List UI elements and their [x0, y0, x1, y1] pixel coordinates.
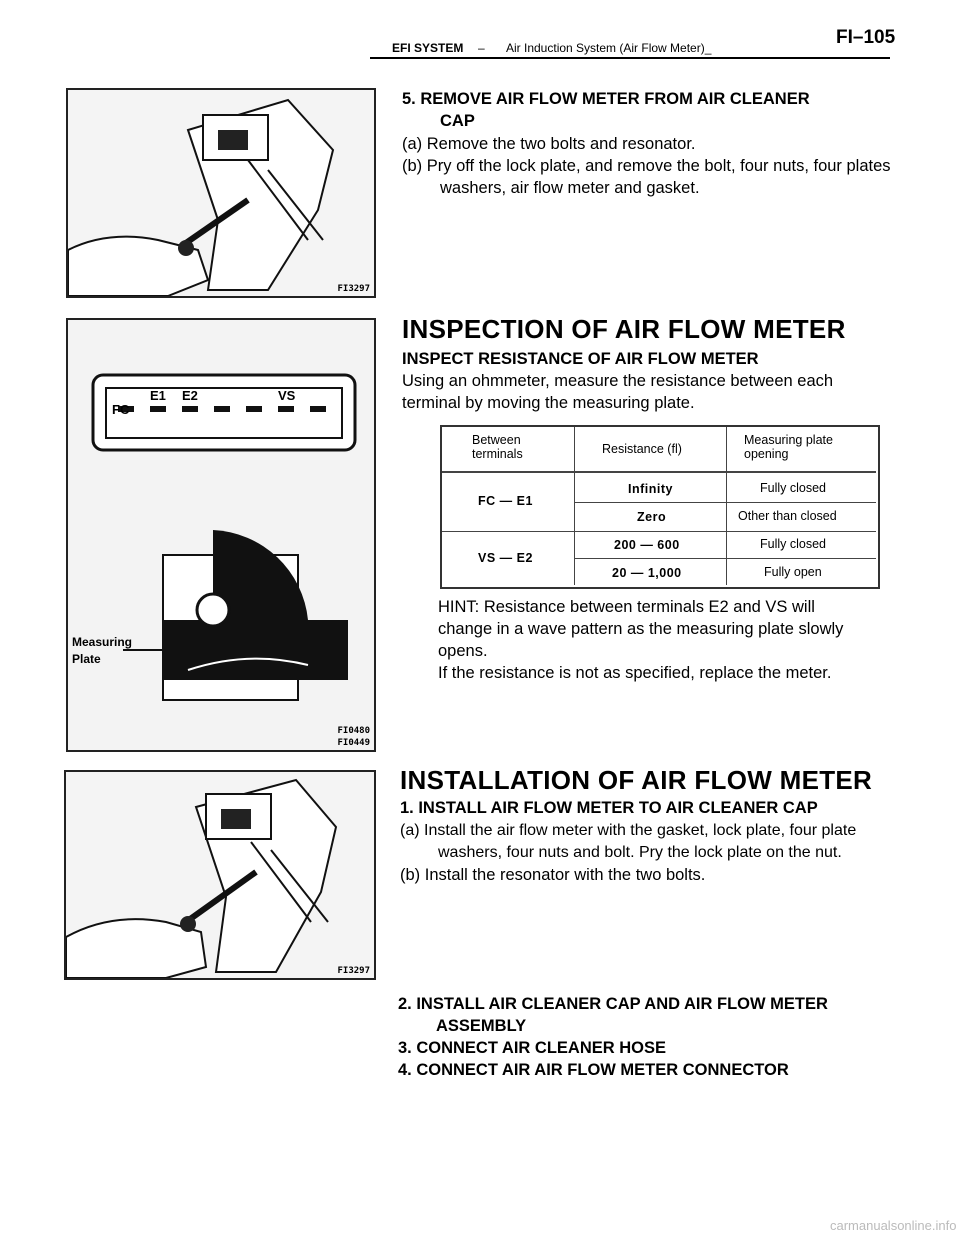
figure-install-meter [64, 770, 376, 980]
step5-a: (a) Remove the two bolts and resonator. [402, 135, 696, 153]
hint-replace: If the resistance is not as specified, replace the meter. [438, 664, 832, 682]
connector-label-e2: E2 [182, 388, 198, 403]
step5-title-1: 5. REMOVE AIR FLOW METER FROM AIR CLEANER [402, 90, 810, 108]
install-step1-b: (b) Install the resonator with the two bolts. [400, 866, 706, 884]
header-subtitle: Air Induction System (Air Flow Meter)_ [506, 41, 712, 55]
table-row-terminals: FC — E1 [478, 494, 533, 508]
page-number: FI–105 [836, 27, 896, 48]
table-header-opening: Measuring plate opening [744, 433, 833, 461]
table-row-resistance: Infinity [628, 482, 673, 496]
table-row-resistance: 200 — 600 [614, 538, 680, 552]
figure-code: FI3297 [337, 284, 370, 294]
table-row-opening: Other than closed [738, 509, 837, 523]
table-row-resistance: Zero [637, 510, 667, 524]
connector-illustration [68, 320, 374, 750]
table-row-opening: Fully open [764, 565, 822, 579]
header-section: EFI SYSTEM [392, 41, 464, 55]
resistance-table [440, 425, 880, 589]
table-row-resistance: 20 — 1,000 [612, 566, 682, 580]
table-row-opening: Fully closed [760, 481, 826, 495]
inspection-subheading: INSPECT RESISTANCE OF AIR FLOW METER [402, 350, 759, 368]
figure-connector-and-plate [66, 318, 376, 752]
figure-code: FI0480 [337, 726, 370, 736]
inspection-body: Using an ohmmeter, measure the resistance between each terminal by moving the measuring plate. [402, 372, 834, 412]
install-step4: 4. CONNECT AIR AIR FLOW METER CONNECTOR [398, 1061, 789, 1079]
figure-code: FI0449 [337, 738, 370, 748]
step5-title-2: CAP [440, 112, 475, 130]
connector-label-fc: FC [112, 402, 130, 417]
figure-code: FI3297 [337, 966, 370, 976]
table-header-resistance: Resistance (fl) [602, 442, 682, 456]
install-step2-2: ASSEMBLY [436, 1017, 527, 1035]
figure-remove-meter [66, 88, 376, 298]
connector-label-vs: VS [278, 388, 296, 403]
install-step1-a: (a) Install the air flow meter with the gasket, lock plate, four plate washers, four nuts and bolt. Pry the lock plate on the nut. [400, 822, 857, 861]
header-rule [370, 57, 890, 59]
installation-heading: INSTALLATION OF AIR FLOW METER [400, 765, 873, 795]
step5-b: (b) Pry off the lock plate, and remove the bolt, four nuts, four plates washers, air flow meter and gasket. [402, 157, 891, 197]
inspection-heading: INSPECTION OF AIR FLOW METER [402, 314, 846, 344]
header-dash: – [478, 41, 485, 55]
meter-removal-illustration [68, 90, 374, 296]
install-step2-1: 2. INSTALL AIR CLEANER CAP AND AIR FLOW METER [398, 995, 828, 1013]
connector-label-e1: E1 [150, 388, 166, 403]
watermark: carmanualsonline.info [830, 1218, 957, 1233]
install-step3: 3. CONNECT AIR CLEANER HOSE [398, 1039, 666, 1057]
hint-text: HINT: Resistance between terminals E2 and VS will change in a wave pattern as the measuring plate slowly opens. [438, 598, 844, 660]
table-header-terminals: Between terminals [472, 433, 523, 461]
plate-label: Plate [72, 652, 101, 666]
table-row-opening: Fully closed [760, 537, 826, 551]
table-row-terminals: VS — E2 [478, 551, 533, 565]
install-step1: 1. INSTALL AIR FLOW METER TO AIR CLEANER CAP [400, 799, 818, 817]
measuring-label: Measuring [72, 635, 133, 649]
meter-install-illustration [66, 772, 374, 978]
